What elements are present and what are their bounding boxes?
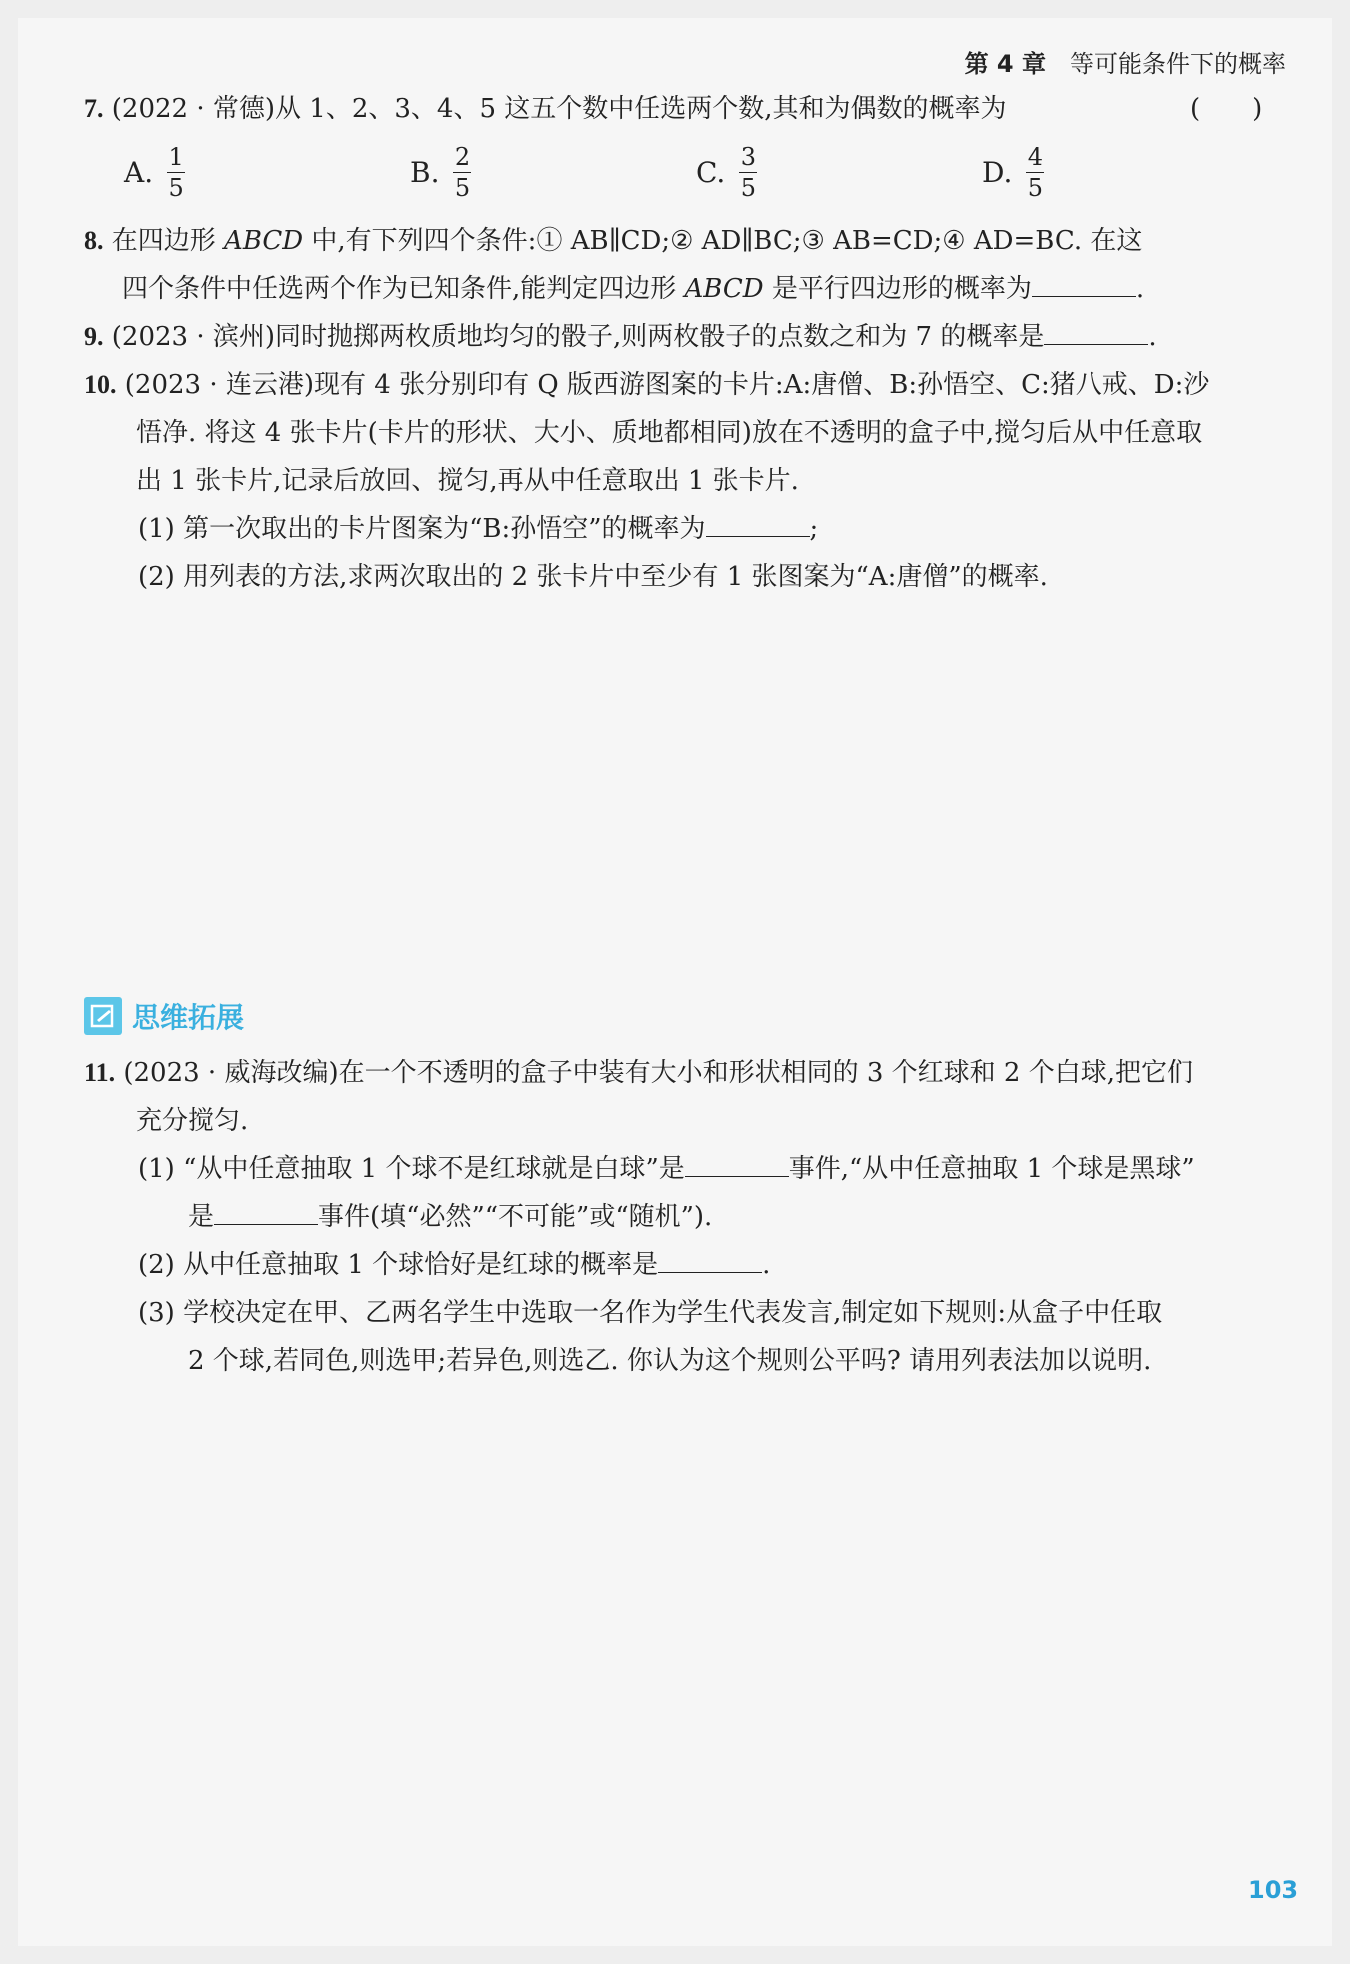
question-11-part-2: [138, 1242, 770, 1288]
question-10: [84, 362, 1209, 408]
page-number: 103: [1248, 1876, 1299, 1904]
fraction-bar: [453, 172, 471, 173]
question-text: (1) 第一次取出的卡片图案为“B:孙悟空”的概率为: [138, 514, 706, 544]
question-text: (2023 · 连云港)现有 4 张分别印有 Q 版西游图案的卡片:A:唐僧、B:孙悟空、C:猪八戒、D:沙: [124, 370, 1210, 400]
question-11-line-2: 充分搅匀.: [136, 1106, 249, 1136]
section-title: 思维拓展: [132, 1001, 245, 1034]
question-11: [84, 1050, 1193, 1096]
question-text: 在四边形: [111, 226, 216, 256]
chapter-title: 等可能条件下的概率: [1070, 50, 1286, 78]
fraction: [739, 144, 757, 201]
punctuation: ;: [809, 514, 819, 544]
answer-blank: [685, 1154, 789, 1177]
question-11-part-1: [138, 1146, 1195, 1192]
question-text: (1) “从中任意抽取 1 个球不是红球就是白球”是: [138, 1154, 685, 1184]
fraction-bar: [167, 172, 185, 173]
denominator: 5: [1027, 174, 1043, 202]
question-text: 事件(填“必然”“不可能”或“随机”).: [318, 1202, 713, 1232]
question-7: [84, 86, 1007, 132]
chapter-number: 第 4 章: [964, 50, 1046, 78]
numerator: 3: [740, 143, 756, 171]
fraction: [167, 144, 185, 201]
question-text: 四个条件中任选两个作为已知条件,能判定四边形: [122, 274, 677, 304]
question-text: (2023 · 威海改编)在一个不透明的盒子中装有大小和形状相同的 3 个红球和 2 个白球,把它们: [123, 1058, 1194, 1088]
fraction: [1026, 144, 1044, 201]
denominator: 5: [740, 174, 756, 202]
fraction: [453, 144, 471, 201]
math-text: ABCD: [224, 226, 304, 256]
question-text: 事件,“从中任意抽取 1 个球是黑球”: [788, 1154, 1195, 1184]
question-text: (2023 · 滨州)同时抛掷两枚质地均匀的骰子,则两枚骰子的点数之和为 7 的概率是: [111, 322, 1045, 352]
question-11-part-3: (3) 学校决定在甲、乙两名学生中选取一名作为学生代表发言,制定如下规则:从盒子中任取: [138, 1298, 1163, 1328]
fraction-bar: [1026, 172, 1044, 173]
section-header: [84, 996, 244, 1036]
question-8-line-2: [122, 266, 1144, 312]
question-10-line-3: 出 1 张卡片,记录后放回、搅匀,再从中任意取出 1 张卡片.: [136, 466, 799, 496]
answer-blank: [1044, 322, 1148, 345]
option-d: [982, 144, 1044, 201]
numerator: 1: [168, 143, 184, 171]
denominator: 5: [454, 174, 471, 202]
question-text: (2022 · 常德)从 1、2、3、4、5 这五个数中任选两个数,其和为偶数的概率为: [111, 94, 1007, 124]
denominator: 5: [168, 174, 184, 202]
question-10-part-2: (2) 用列表的方法,求两次取出的 2 张卡片中至少有 1 张图案为“A:唐僧”的概率.: [138, 562, 1048, 592]
answer-blank: [1032, 274, 1136, 297]
question-9: [84, 314, 1157, 360]
punctuation: .: [1135, 274, 1145, 304]
question-number: 9.: [84, 322, 104, 351]
question-text: 中,有下列四个条件:① AB∥CD;② AD∥BC;③ AB=CD;④ AD=BC. 在这: [311, 226, 1143, 256]
question-8: [84, 218, 1142, 264]
question-text: (2) 从中任意抽取 1 个球恰好是红球的概率是: [138, 1250, 659, 1280]
numerator: 2: [454, 143, 471, 171]
option-label: D.: [982, 156, 1013, 189]
fraction-bar: [739, 172, 757, 173]
page-header: [965, 44, 1286, 79]
question-number: 11.: [84, 1058, 116, 1087]
question-text: 是: [188, 1202, 215, 1232]
question-10-line-2: 悟净. 将这 4 张卡片(卡片的形状、大小、质地都相同)放在不透明的盒子中,搅匀后从中任意取: [136, 418, 1203, 448]
option-a: [124, 144, 185, 201]
punctuation: .: [762, 1250, 771, 1280]
numerator: 4: [1027, 143, 1043, 171]
question-number: 8.: [84, 226, 104, 255]
answer-blank: [658, 1250, 762, 1273]
option-b: [410, 144, 471, 201]
question-number: 7.: [84, 94, 104, 123]
answer-blank: [214, 1202, 318, 1225]
question-11-part-3-line-2: 2 个球,若同色,则选甲;若异色,则选乙. 你认为这个规则公平吗? 请用列表法加以说明.: [188, 1346, 1152, 1376]
answer-bracket: ( ): [1190, 94, 1263, 124]
answer-blank: [706, 514, 810, 537]
question-11-part-1-line-2: [188, 1194, 712, 1240]
option-label: A.: [124, 156, 154, 189]
punctuation: .: [1148, 322, 1157, 352]
option-c: [696, 144, 757, 201]
math-text: ABCD: [684, 274, 764, 304]
option-label: B.: [410, 156, 440, 189]
expand-thinking-icon: [84, 997, 122, 1035]
option-label: C.: [696, 156, 726, 189]
question-number: 10.: [84, 370, 117, 399]
question-10-part-1: [138, 506, 818, 552]
question-text: 是平行四边形的概率为: [771, 274, 1032, 304]
